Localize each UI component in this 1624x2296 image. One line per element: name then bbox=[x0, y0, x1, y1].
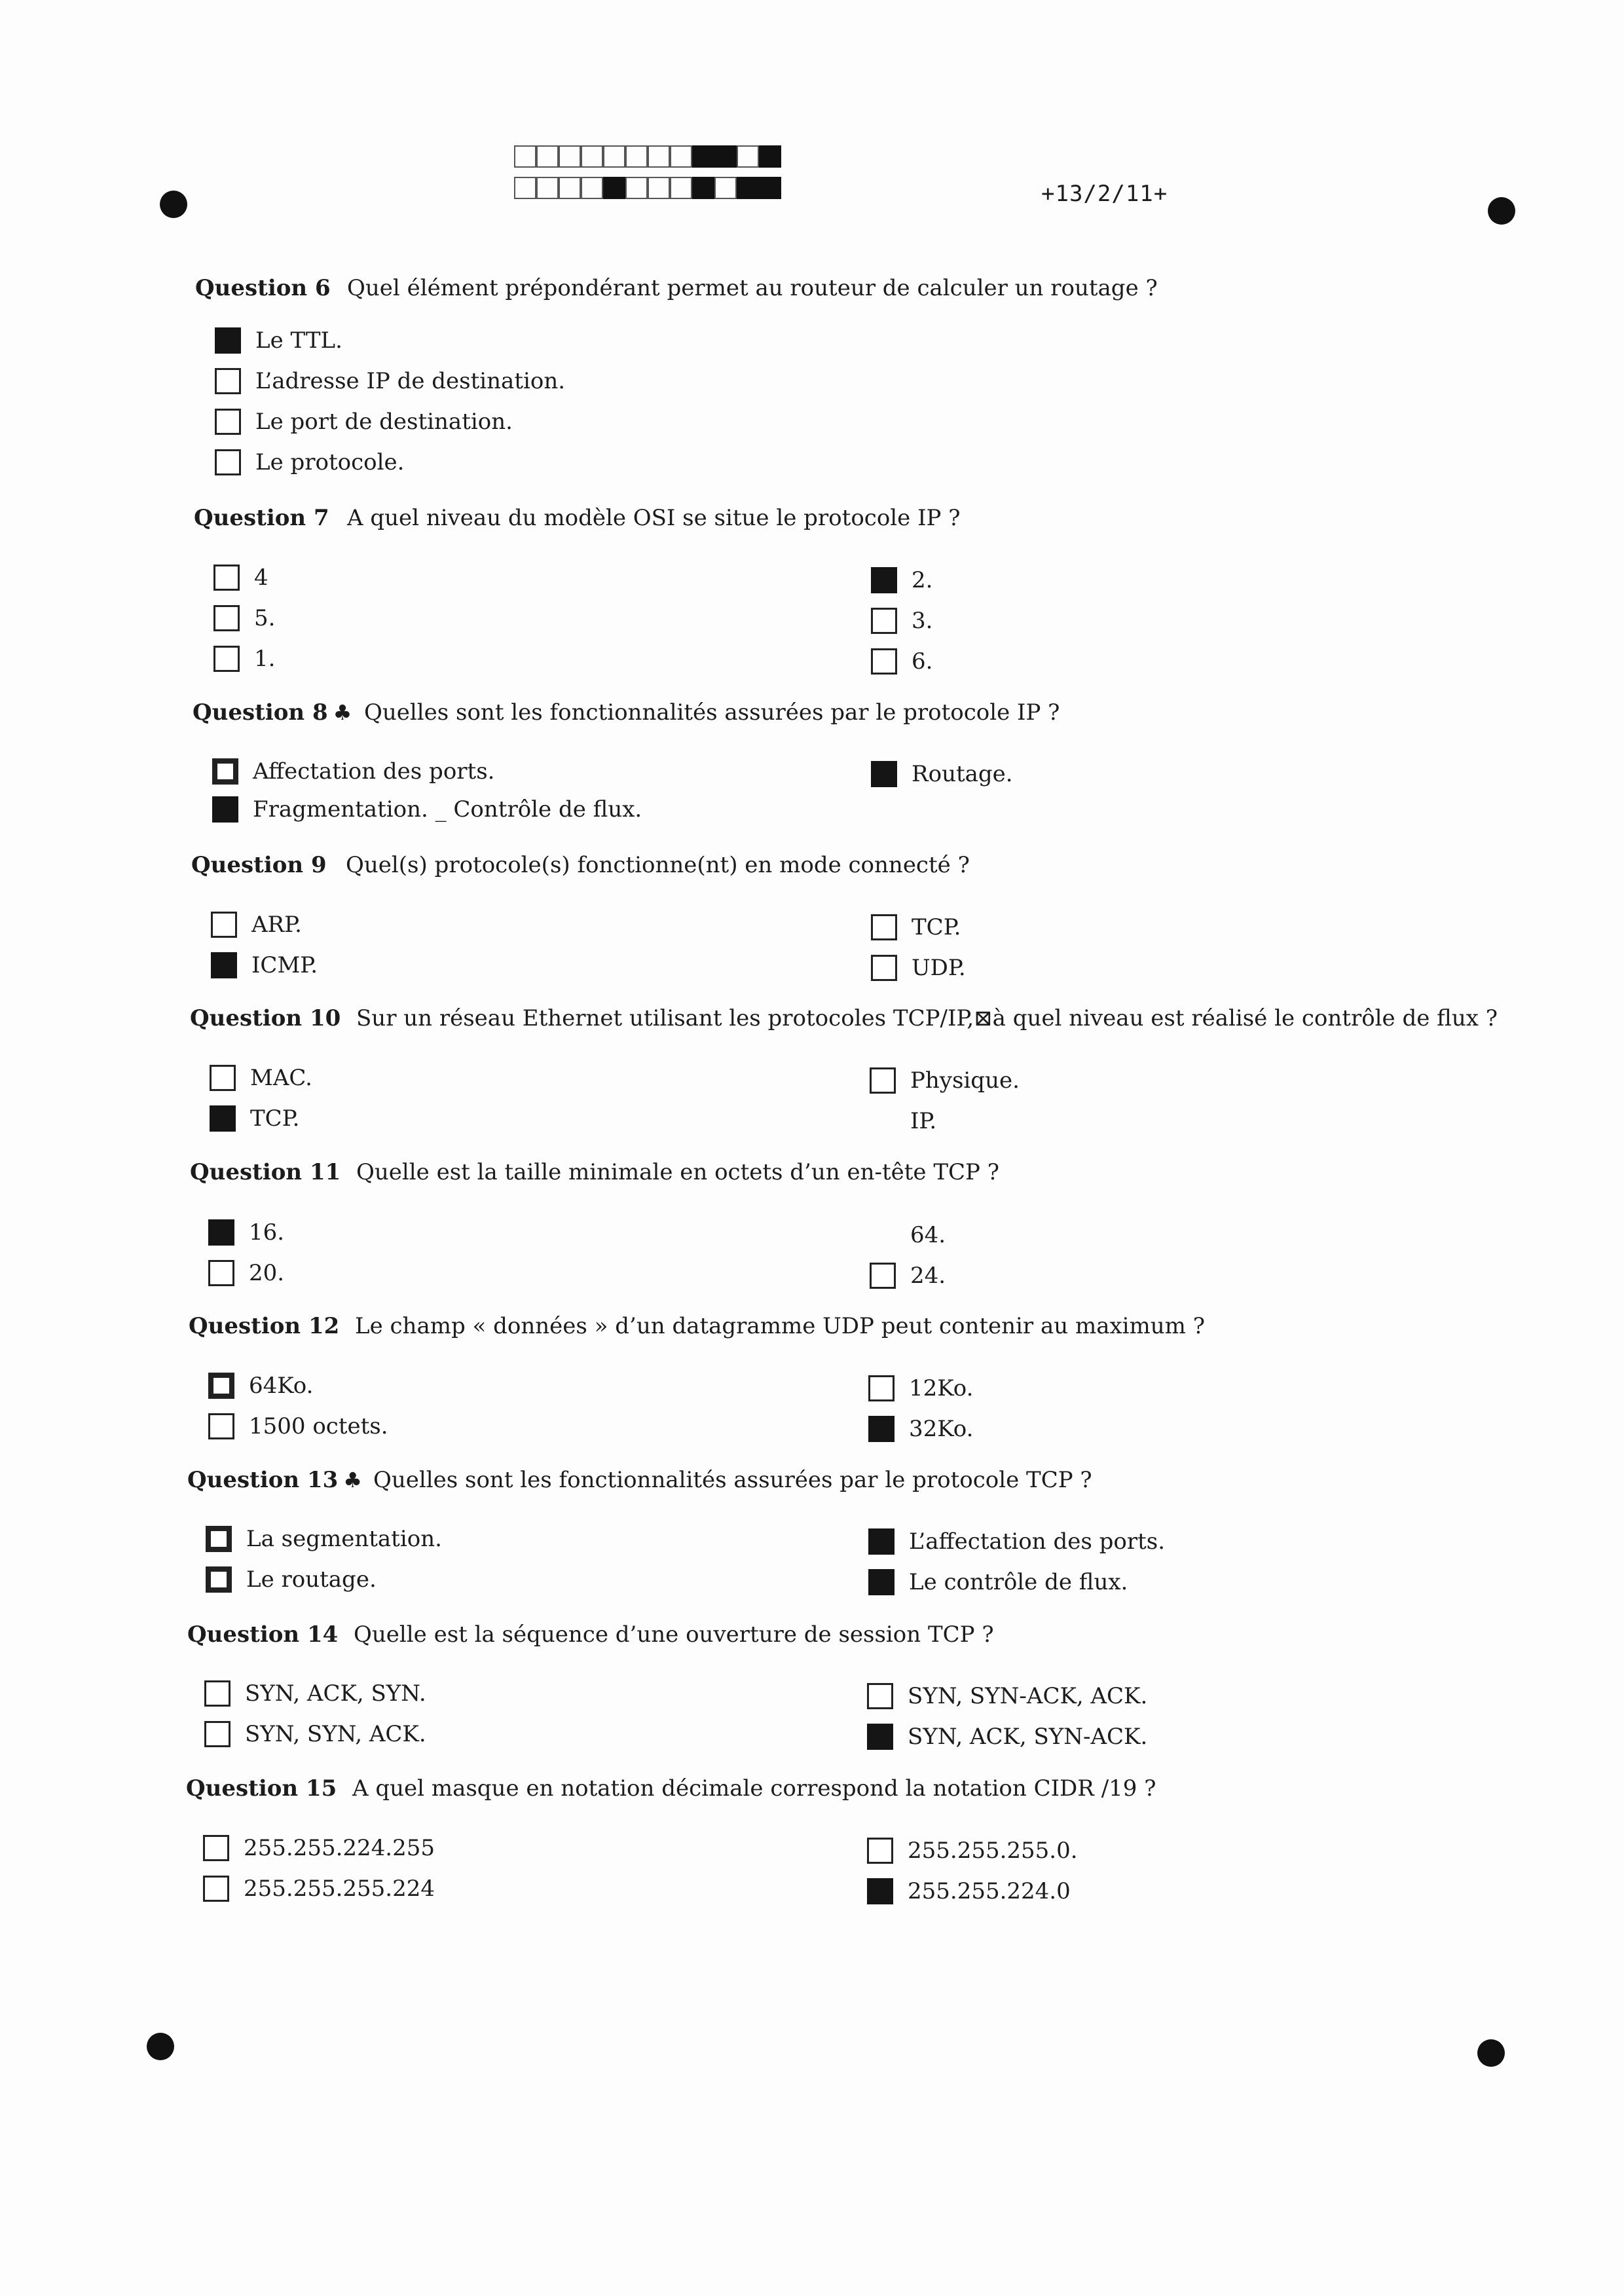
registration-mark-bottom-left bbox=[147, 2033, 174, 2060]
answer-checkbox[interactable] bbox=[868, 1375, 895, 1401]
answer-option[interactable] bbox=[868, 1569, 1128, 1595]
question-label: Question 8 bbox=[193, 699, 328, 726]
answer-checkbox[interactable] bbox=[215, 368, 241, 394]
answer-checkbox[interactable] bbox=[867, 1724, 893, 1750]
barcode-cell bbox=[759, 145, 781, 168]
question-text: A quel masque en notation décimale correspond la notation CIDR /19 ? bbox=[352, 1775, 1156, 1802]
barcode-cell bbox=[536, 177, 559, 199]
barcode-cell bbox=[648, 145, 670, 168]
answer-label: Le TTL. bbox=[255, 327, 342, 354]
answer-option[interactable] bbox=[208, 1219, 284, 1246]
barcode-cell bbox=[625, 177, 648, 199]
answer-checkbox[interactable] bbox=[210, 1065, 236, 1091]
answer-checkbox[interactable] bbox=[206, 1566, 232, 1593]
answer-label: ARP. bbox=[251, 912, 302, 938]
answer-label: 255.255.224.255 bbox=[244, 1835, 435, 1861]
question-label: Question 9 bbox=[191, 852, 327, 878]
question-text: Quel élément prépondérant permet au routeur de calculer un routage ? bbox=[347, 275, 1158, 301]
answer-option[interactable] bbox=[213, 646, 275, 672]
barcode-cell bbox=[603, 145, 625, 168]
answer-option[interactable] bbox=[215, 409, 513, 435]
question-text: Sur un réseau Ethernet utilisant les protocoles TCP/IP,⊠à quel niveau est réalisé le contrôle de flux ? bbox=[356, 1005, 1498, 1031]
question-text: Quel(s) protocole(s) fonctionne(nt) en mode connecté ? bbox=[346, 852, 970, 878]
question-header bbox=[190, 1159, 346, 1185]
question-text: Quelle est la séquence d’une ouverture de session TCP ? bbox=[354, 1621, 994, 1648]
answer-option[interactable] bbox=[871, 955, 966, 981]
answer-checkbox[interactable] bbox=[206, 1526, 232, 1552]
registration-mark-top-left bbox=[160, 191, 187, 218]
question-header bbox=[193, 699, 352, 726]
answer-option[interactable] bbox=[204, 1721, 426, 1747]
question-label: Question 10 bbox=[190, 1005, 341, 1031]
barcode-cell bbox=[514, 177, 536, 199]
barcode-cell bbox=[514, 145, 536, 168]
answer-checkbox[interactable] bbox=[870, 1067, 896, 1094]
answer-label: 2. bbox=[912, 567, 933, 593]
answer-checkbox[interactable] bbox=[210, 1105, 236, 1132]
answer-option[interactable] bbox=[215, 327, 342, 354]
question-text: Quelle est la taille minimale en octets d’un en-tête TCP ? bbox=[356, 1159, 999, 1185]
answer-option[interactable] bbox=[210, 1065, 312, 1091]
answer-option[interactable] bbox=[212, 758, 494, 785]
answer-label: 64. bbox=[910, 1222, 946, 1248]
barcode-cell bbox=[692, 177, 714, 199]
answer-option[interactable] bbox=[211, 912, 302, 938]
answer-option[interactable] bbox=[215, 449, 404, 475]
answer-checkbox[interactable] bbox=[211, 952, 237, 978]
answer-option[interactable] bbox=[206, 1566, 377, 1593]
answer-option[interactable] bbox=[870, 1222, 946, 1248]
answer-option[interactable] bbox=[215, 368, 565, 394]
answer-checkbox[interactable] bbox=[868, 1528, 895, 1555]
answer-label: SYN, ACK, SYN. bbox=[245, 1680, 426, 1707]
answer-checkbox[interactable] bbox=[203, 1835, 229, 1861]
question-text: Quelles sont les fonctionnalités assurées par le protocole TCP ? bbox=[373, 1467, 1092, 1493]
answer-option[interactable] bbox=[868, 1375, 973, 1401]
answer-option[interactable] bbox=[867, 1683, 1147, 1709]
answer-checkbox[interactable] bbox=[868, 1569, 895, 1595]
answer-label: L’affectation des ports. bbox=[909, 1528, 1166, 1555]
answer-label: 12Ko. bbox=[909, 1375, 974, 1401]
answer-label: 6. bbox=[912, 648, 933, 675]
answer-label: 16. bbox=[249, 1219, 285, 1246]
answer-label: TCP. bbox=[250, 1105, 300, 1132]
answer-option[interactable] bbox=[867, 1838, 1078, 1864]
answer-option[interactable] bbox=[203, 1835, 435, 1861]
answer-label: SYN, SYN, ACK. bbox=[245, 1721, 426, 1747]
answer-label: SYN, SYN-ACK, ACK. bbox=[908, 1683, 1148, 1709]
registration-mark-bottom-right bbox=[1477, 2039, 1505, 2067]
answer-checkbox[interactable] bbox=[868, 1416, 895, 1442]
answer-option[interactable] bbox=[867, 1724, 1147, 1750]
answer-label: L’adresse IP de destination. bbox=[255, 368, 566, 394]
answer-label: La segmentation. bbox=[246, 1526, 442, 1552]
answer-option[interactable] bbox=[871, 567, 932, 593]
answer-label: 1. bbox=[254, 646, 276, 672]
answer-option[interactable] bbox=[867, 1878, 1071, 1904]
barcode-cell bbox=[559, 145, 581, 168]
question-label: Question 11 bbox=[190, 1159, 341, 1185]
question-header bbox=[187, 1621, 343, 1648]
answer-label: 255.255.255.224 bbox=[244, 1876, 435, 1902]
page-id: +13/2/11+ bbox=[1041, 181, 1168, 207]
answer-option[interactable] bbox=[870, 1067, 1020, 1094]
answer-checkbox[interactable] bbox=[870, 1108, 896, 1134]
answer-label: 4 bbox=[254, 565, 268, 591]
answer-option[interactable] bbox=[871, 608, 932, 634]
answer-label: 255.255.255.0. bbox=[908, 1838, 1078, 1864]
answer-label: MAC. bbox=[250, 1065, 312, 1091]
answer-label: 20. bbox=[249, 1260, 285, 1286]
answer-option[interactable] bbox=[870, 1263, 946, 1289]
question-label: Question 14 bbox=[187, 1621, 339, 1648]
answer-option[interactable] bbox=[871, 648, 932, 675]
registration-mark-top-right bbox=[1488, 197, 1515, 225]
answer-checkbox[interactable] bbox=[215, 327, 241, 354]
answer-option[interactable] bbox=[208, 1413, 388, 1439]
question-label: Question 15 bbox=[186, 1775, 337, 1802]
barcode-cell bbox=[759, 177, 781, 199]
multiple-answer-club-icon: ♣ bbox=[343, 1468, 362, 1492]
answer-option[interactable] bbox=[868, 1416, 973, 1442]
question-header bbox=[191, 852, 332, 878]
barcode-cell bbox=[714, 177, 737, 199]
answer-checkbox[interactable] bbox=[871, 914, 897, 940]
answer-label: Le routage. bbox=[246, 1566, 377, 1593]
barcode-cell bbox=[692, 145, 714, 168]
question-header bbox=[189, 1313, 344, 1339]
answer-option[interactable] bbox=[870, 1108, 936, 1134]
answer-checkbox[interactable] bbox=[870, 1263, 896, 1289]
answer-label: IP. bbox=[910, 1108, 937, 1134]
answer-checkbox[interactable] bbox=[203, 1876, 229, 1902]
answer-checkbox[interactable] bbox=[211, 912, 237, 938]
answer-checkbox[interactable] bbox=[213, 565, 240, 591]
answer-option[interactable] bbox=[208, 1373, 313, 1399]
page-barcode bbox=[514, 145, 781, 208]
answer-option[interactable] bbox=[868, 1528, 1165, 1555]
answer-checkbox[interactable] bbox=[208, 1219, 234, 1246]
answer-checkbox[interactable] bbox=[871, 761, 897, 787]
answer-checkbox[interactable] bbox=[208, 1373, 234, 1399]
answer-checkbox[interactable] bbox=[208, 1413, 234, 1439]
answer-checkbox[interactable] bbox=[867, 1683, 893, 1709]
answer-label: Affectation des ports. bbox=[253, 758, 495, 785]
barcode-cell bbox=[737, 145, 759, 168]
answer-label: 5. bbox=[254, 605, 276, 631]
answer-checkbox[interactable] bbox=[871, 567, 897, 593]
answer-checkbox[interactable] bbox=[213, 646, 240, 672]
answer-option[interactable] bbox=[871, 914, 961, 940]
answer-label: Le port de destination. bbox=[255, 409, 513, 435]
barcode-cell bbox=[581, 177, 603, 199]
question-label: Question 13 bbox=[187, 1467, 339, 1493]
answer-label: Fragmentation. _ Contrôle de flux. bbox=[253, 796, 642, 823]
answer-checkbox[interactable] bbox=[212, 758, 238, 785]
answer-checkbox[interactable] bbox=[213, 605, 240, 631]
answer-label: Routage. bbox=[912, 761, 1013, 787]
answer-option[interactable] bbox=[210, 1105, 300, 1132]
answer-label: Le contrôle de flux. bbox=[909, 1569, 1128, 1595]
answer-checkbox[interactable] bbox=[215, 409, 241, 435]
answer-option[interactable] bbox=[208, 1260, 284, 1286]
question-text: Quelles sont les fonctionnalités assurées par le protocole IP ? bbox=[364, 699, 1060, 726]
question-text: A quel niveau du modèle OSI se situe le protocole IP ? bbox=[347, 505, 961, 531]
question-text: Le champ « données » d’un datagramme UDP peut contenir au maximum ? bbox=[355, 1313, 1205, 1339]
question-header bbox=[186, 1775, 342, 1802]
barcode-cell bbox=[559, 177, 581, 199]
question-header bbox=[190, 1005, 346, 1031]
barcode-row bbox=[514, 177, 781, 200]
answer-label: TCP. bbox=[912, 914, 961, 940]
answer-option[interactable] bbox=[203, 1876, 435, 1902]
barcode-cell bbox=[536, 145, 559, 168]
answer-label: SYN, ACK, SYN-ACK. bbox=[908, 1724, 1148, 1750]
answer-checkbox[interactable] bbox=[204, 1680, 231, 1707]
question-header bbox=[195, 275, 336, 301]
answer-checkbox[interactable] bbox=[867, 1878, 893, 1904]
answer-checkbox[interactable] bbox=[204, 1721, 231, 1747]
question-label: Question 12 bbox=[189, 1313, 340, 1339]
barcode-cell bbox=[737, 177, 759, 199]
barcode-cell bbox=[625, 145, 648, 168]
answer-label: 3. bbox=[912, 608, 933, 634]
answer-label: 32Ko. bbox=[909, 1416, 974, 1442]
question-header bbox=[194, 505, 335, 531]
answer-option[interactable] bbox=[206, 1526, 442, 1552]
barcode-cell bbox=[581, 145, 603, 168]
question-header bbox=[187, 1467, 362, 1493]
answer-label: 64Ko. bbox=[249, 1373, 314, 1399]
answer-option[interactable] bbox=[211, 952, 318, 978]
answer-label: Le protocole. bbox=[255, 449, 405, 475]
answer-label: 24. bbox=[910, 1263, 946, 1289]
answer-checkbox[interactable] bbox=[871, 608, 897, 634]
answer-checkbox[interactable] bbox=[871, 648, 897, 675]
answer-label: Physique. bbox=[910, 1067, 1020, 1094]
question-label: Question 6 bbox=[195, 275, 331, 301]
answer-option[interactable] bbox=[212, 796, 642, 823]
answer-label: 1500 octets. bbox=[249, 1413, 388, 1439]
answer-checkbox[interactable] bbox=[215, 449, 241, 475]
answer-checkbox[interactable] bbox=[867, 1838, 893, 1864]
barcode-cell bbox=[670, 177, 692, 199]
answer-option[interactable] bbox=[213, 605, 275, 631]
answer-checkbox[interactable] bbox=[212, 796, 238, 823]
barcode-cell bbox=[714, 145, 737, 168]
answer-label: 255.255.224.0 bbox=[908, 1878, 1071, 1904]
barcode-cell bbox=[648, 177, 670, 199]
answer-checkbox[interactable] bbox=[208, 1260, 234, 1286]
answer-option[interactable] bbox=[871, 761, 1013, 787]
barcode-cell bbox=[603, 177, 625, 199]
barcode-row bbox=[514, 145, 781, 169]
answer-checkbox[interactable] bbox=[870, 1222, 896, 1248]
answer-option[interactable] bbox=[204, 1680, 426, 1707]
answer-option[interactable] bbox=[213, 565, 268, 591]
answer-label: ICMP. bbox=[251, 952, 318, 978]
answer-label: UDP. bbox=[912, 955, 966, 981]
multiple-answer-club-icon: ♣ bbox=[333, 700, 352, 725]
answer-checkbox[interactable] bbox=[871, 955, 897, 981]
barcode-cell bbox=[670, 145, 692, 168]
question-label: Question 7 bbox=[194, 505, 329, 531]
